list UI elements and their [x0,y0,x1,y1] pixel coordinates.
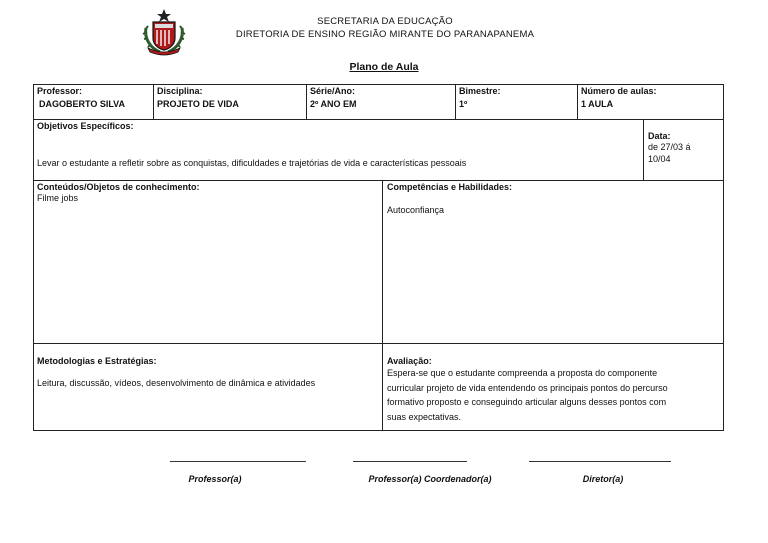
diretor-signature-label: Diretor(a) [582,474,624,484]
state-coat-of-arms-icon [140,8,188,56]
lesson-plan-table [33,84,724,431]
disciplina-label: Disciplina: [157,86,203,96]
data-line2: 10/04 [648,154,671,164]
page-title: Plano de Aula [349,61,419,73]
signature-area [0,461,768,501]
serie-value: 2º ANO EM [310,99,357,109]
bimestre-cell [455,85,578,120]
disciplina-value: PROJETO DE VIDA [157,99,239,109]
conteudos-cell [34,181,383,344]
avaliacao-line: suas expectativas. [387,411,462,422]
metodologias-text: Leitura, discussão, vídeos, desenvolvimento de dinâmica e atividades [37,378,316,388]
competencias-text: Autoconfiança [387,205,445,215]
aulas-cell [578,85,723,120]
coordenador-signature-label: Professor(a) Coordenador(a) [368,474,492,484]
avaliacao-label: Avaliação: [387,356,432,366]
conteudos-label: Conteúdos/Objetos de conhecimento: [37,182,200,192]
objetivos-text: Levar o estudante a refletir sobre as conquistas, dificuldades e trajetórias de vida e características pessoais [37,158,467,168]
serie-label: Série/Ano: [310,86,356,96]
avaliacao-cell [383,344,723,430]
disciplina-cell [154,85,307,120]
metodologias-cell [34,344,383,430]
avaliacao-line: curricular projeto de vida entendendo os principais pontos do percurso [387,382,668,393]
professor-signature-line [170,461,306,462]
avaliacao-line: formativo proposto e conseguindo articular alguns desses pontos com [387,397,667,407]
data-line1: de 27/03 á [648,142,691,152]
professor-value: DAGOBERTO SILVA [39,99,126,109]
objetivos-label: Objetivos Específicos: [37,121,134,131]
diretor-signature-line [529,461,671,462]
aulas-label: Número de aulas: [581,86,657,96]
bimestre-value: 1º [459,99,468,109]
header-secretaria: SECRETARIA DA EDUCAÇÃO [317,16,453,27]
professor-signature-label: Professor(a) [188,474,242,484]
competencias-label: Competências e Habilidades: [387,182,513,192]
bimestre-label: Bimestre: [459,86,501,96]
data-label: Data: [648,131,671,141]
data-cell [644,120,723,181]
professor-label: Professor: [37,86,83,96]
coordenador-signature-line [353,461,467,462]
avaliacao-line: Espera-se que o estudante compreenda a proposta do componente [387,368,658,378]
serie-cell [307,85,455,120]
competencias-cell [383,181,723,344]
metodologias-label: Metodologias e Estratégias: [37,356,157,366]
professor-cell [34,85,154,120]
conteudos-text: Filme jobs [37,193,79,203]
header-diretoria: DIRETORIA DE ENSINO REGIÃO MIRANTE DO PARANAPANEMA [235,29,535,40]
aulas-value: 1 AULA [581,99,614,109]
objetivos-cell [34,120,644,181]
